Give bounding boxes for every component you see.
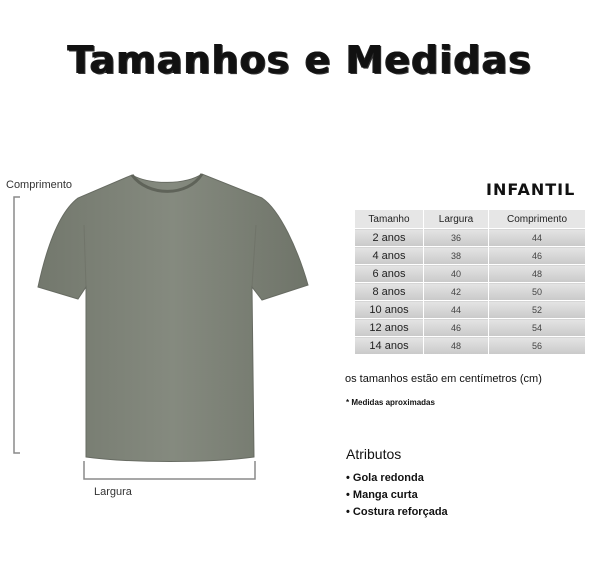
length-cell: 50 xyxy=(489,283,586,301)
length-cell: 48 xyxy=(489,265,586,283)
approx-note: * Medidas aproximadas xyxy=(346,398,435,407)
length-bracket xyxy=(14,197,20,453)
attributes-list xyxy=(346,470,448,521)
column-header: Comprimento xyxy=(489,210,586,229)
table-row xyxy=(355,301,586,319)
width-bracket xyxy=(84,461,255,479)
length-cell: 44 xyxy=(489,229,586,247)
table-row xyxy=(355,265,586,283)
list-item: • Gola redonda xyxy=(346,472,424,484)
tshirt-shape xyxy=(38,174,308,462)
width-cell: 46 xyxy=(424,319,489,337)
list-item: • Costura reforçada xyxy=(346,506,448,518)
length-cell: 52 xyxy=(489,301,586,319)
table-header-row xyxy=(355,210,586,229)
size-cell: 4 anos xyxy=(355,247,424,265)
width-cell: 40 xyxy=(424,265,489,283)
tshirt-diagram xyxy=(0,165,330,500)
list-item: • Manga curta xyxy=(346,489,418,501)
table-row xyxy=(355,283,586,301)
size-cell: 6 anos xyxy=(355,265,424,283)
width-cell: 36 xyxy=(424,229,489,247)
column-header: Largura xyxy=(424,210,489,229)
width-cell: 48 xyxy=(424,337,489,355)
length-cell: 56 xyxy=(489,337,586,355)
length-cell: 46 xyxy=(489,247,586,265)
size-cell: 10 anos xyxy=(355,301,424,319)
width-cell: 42 xyxy=(424,283,489,301)
size-cell: 8 anos xyxy=(355,283,424,301)
table-row xyxy=(355,229,586,247)
size-table-title: INFANTIL xyxy=(486,180,576,199)
width-cell: 38 xyxy=(424,247,489,265)
column-header: Tamanho xyxy=(355,210,424,229)
table-row xyxy=(355,319,586,337)
length-label: Comprimento xyxy=(6,179,73,191)
width-cell: 44 xyxy=(424,301,489,319)
size-cell: 2 anos xyxy=(355,229,424,247)
page-title: Tamanhos e Medidas xyxy=(67,38,533,82)
size-table xyxy=(354,209,586,355)
table-row xyxy=(355,247,586,265)
table-row xyxy=(355,337,586,355)
size-cell: 12 anos xyxy=(355,319,424,337)
size-cell: 14 anos xyxy=(355,337,424,355)
attributes-title: Atributos xyxy=(346,446,402,462)
length-cell: 54 xyxy=(489,319,586,337)
width-label: Largura xyxy=(94,486,132,498)
units-note: os tamanhos estão em centímetros (cm) xyxy=(345,373,542,385)
